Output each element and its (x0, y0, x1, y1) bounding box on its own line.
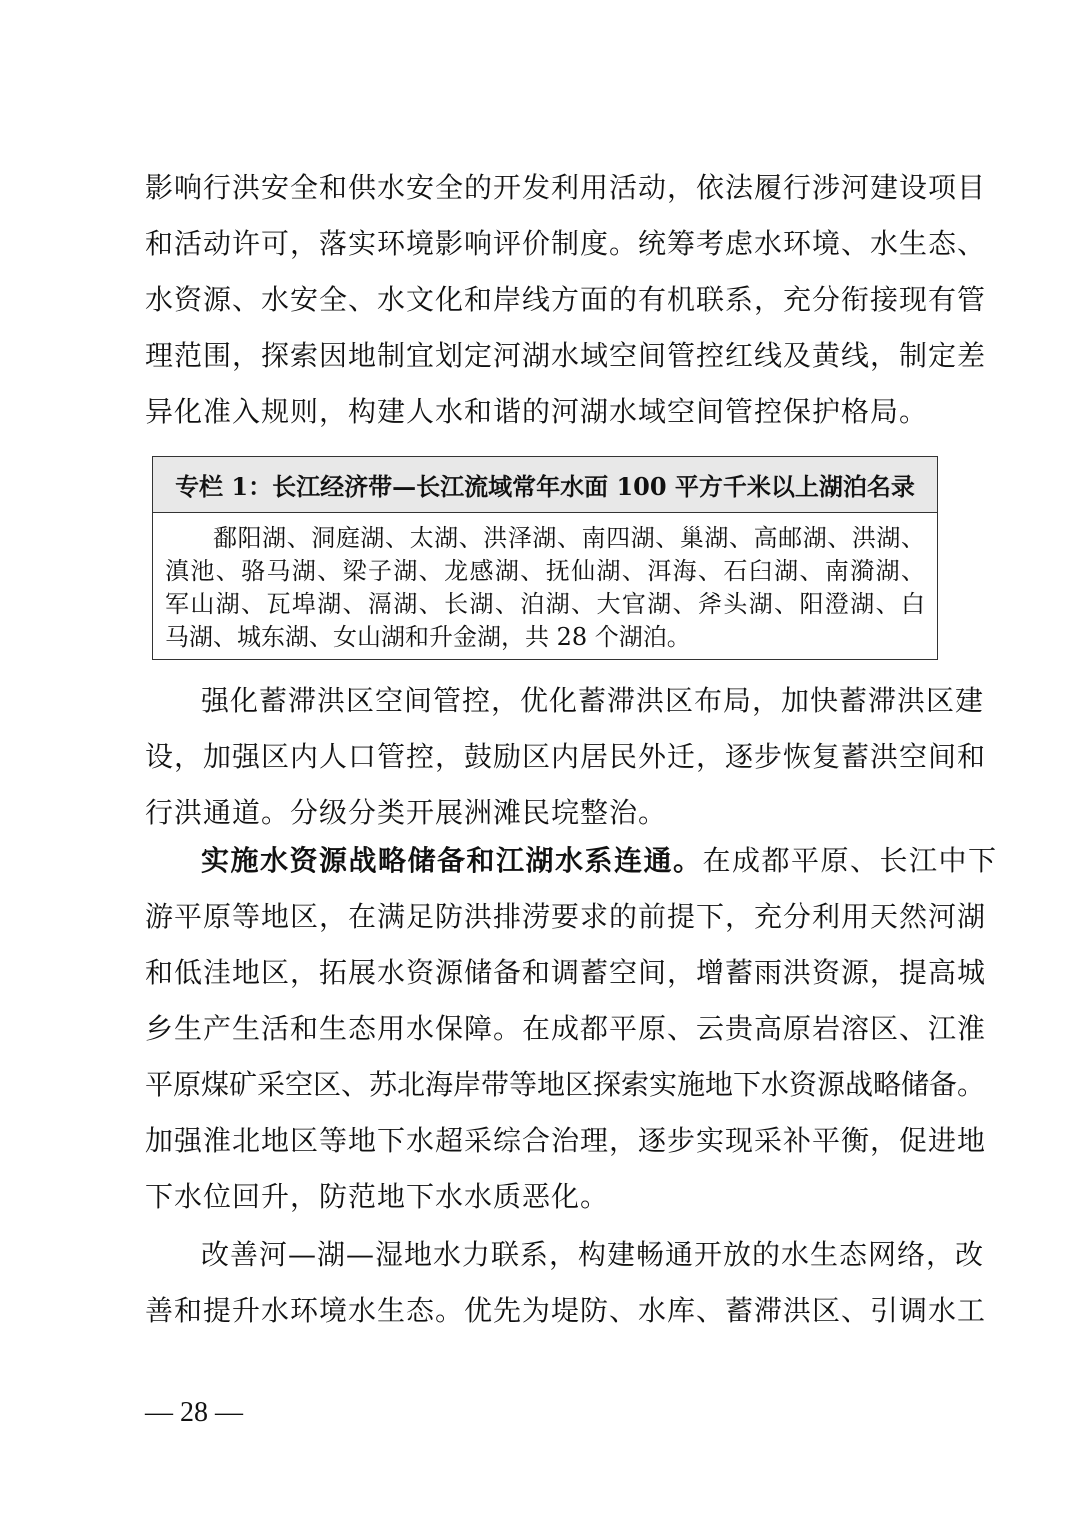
paragraph-line: 游平原等地区，在满足防洪排涝要求的前提下，充分利用天然河湖 (145, 900, 987, 933)
paragraph-lead-heading: 实施水资源战略储备和江湖水系连通。 (201, 844, 703, 877)
paragraph-line: 和活动许可，落实环境影响评价制度。统筹考虑水环境、水生态、 (145, 227, 987, 260)
paragraph-line: 水资源、水安全、水文化和岸线方面的有机联系，充分衔接现有管 (145, 283, 987, 316)
paragraph-line: 异化准入规则，构建人水和谐的河湖水域空间管控保护格局。 (145, 395, 929, 428)
sidebar-box-line: 马湖、城东湖、女山湖和升金湖，共 28 个湖泊。 (165, 623, 691, 651)
paragraph-first-line (201, 843, 998, 879)
paragraph-line: 设，加强区内人口管控，鼓励区内居民外迁，逐步恢复蓄洪空间和 (145, 740, 987, 773)
paragraph-line: 强化蓄滞洪区空间管控，优化蓄滞洪区布局，加快蓄滞洪区建 (201, 684, 985, 717)
paragraph-line: 下水位回升，防范地下水水质恶化。 (145, 1180, 610, 1213)
sidebar-box (152, 456, 938, 660)
paragraph-line: 善和提升水环境水生态。优先为堤防、水库、蓄滞洪区、引调水工 (145, 1294, 987, 1327)
paragraph-line: 平原煤矿采空区、苏北海岸带等地区探索实施地下水资源战略储备。 (145, 1068, 986, 1101)
sidebar-box-line: 滇池、骆马湖、梁子湖、龙感湖、抚仙湖、洱海、石臼湖、南漪湖、 (165, 557, 925, 585)
page-number: — 28 — (145, 1397, 243, 1428)
paragraph-line: 加强淮北地区等地下水超采综合治理，逐步实现采补平衡，促进地 (145, 1124, 987, 1157)
paragraph-line: 影响行洪安全和供水安全的开发利用活动，依法履行涉河建设项目 (145, 171, 987, 204)
sidebar-box-line: 鄱阳湖、洞庭湖、太湖、洪泽湖、南四湖、巢湖、高邮湖、洪湖、 (213, 524, 925, 552)
paragraph-line: 和低洼地区，拓展水资源储备和调蓄空间，增蓄雨洪资源，提高城 (145, 956, 987, 989)
sidebar-box-line: 军山湖、瓦埠湖、滆湖、长湖、泊湖、大官湖、斧头湖、阳澄湖、白 (165, 590, 925, 618)
paragraph-line: 乡生产生活和生态用水保障。在成都平原、云贵高原岩溶区、江淮 (145, 1012, 987, 1045)
paragraph-line: 理范围，探索因地制宜划定河湖水域空间管控红线及黄线，制定差 (145, 339, 987, 372)
paragraph-lead-rest: 在成都平原、长江中下 (702, 844, 998, 877)
paragraph-line: 行洪通道。分级分类开展洲滩民垸整治。 (145, 796, 668, 829)
paragraph-line: 改善河—湖—湿地水力联系，构建畅通开放的水生态网络，改 (201, 1238, 985, 1271)
sidebar-box-title: 专栏 1：长江经济带—长江流域常年水面 100 平方千米以上湖泊名录 (153, 457, 937, 513)
